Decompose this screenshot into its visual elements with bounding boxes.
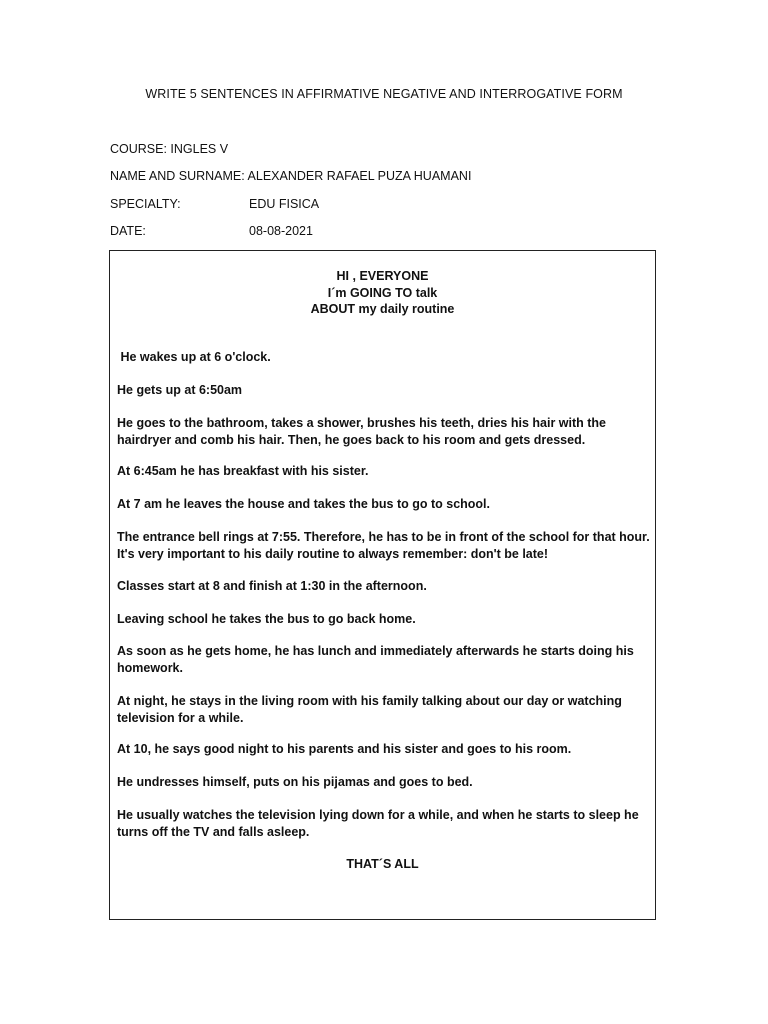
course-field: [110, 142, 228, 156]
intro-line: ABOUT my daily routine: [310, 302, 455, 316]
name-field: [110, 169, 471, 183]
routine-paragraph: As soon as he gets home, he has lunch and immediately afterwards he starts doing his homework.: [117, 644, 634, 675]
routine-paragraph: Leaving school he takes the bus to go back home.: [117, 612, 416, 626]
date-value: 08-08-2021: [249, 224, 313, 238]
closing-text: THAT´S ALL: [346, 857, 419, 871]
routine-paragraph: He goes to the bathroom, takes a shower, brushes his teeth, dries his hair with the hairdryer and comb his hair. Then, he goes back to his room and gets dressed.: [117, 416, 607, 447]
specialty-value: EDU FISICA: [249, 197, 320, 211]
routine-paragraph: The entrance bell rings at 7:55. Therefore, he has to be in front of the school for that hour. It's very important to his daily routine to always remember: don't be late!: [117, 530, 650, 561]
routine-paragraph: Classes start at 8 and finish at 1:30 in the afternoon.: [117, 579, 427, 593]
routine-paragraph: He usually watches the television lying down for a while, and when he starts to sleep he turns off the TV and falls asleep.: [117, 808, 639, 839]
date-field: [110, 224, 313, 238]
date-label: DATE:: [110, 224, 146, 238]
specialty-label: SPECIALTY:: [110, 197, 181, 211]
routine-paragraph: At 7 am he leaves the house and takes the bus to go to school.: [117, 497, 490, 511]
specialty-field: [110, 197, 320, 211]
routine-paragraph: At 10, he says good night to his parents and his sister and goes to his room.: [117, 742, 572, 756]
intro-line: HI , EVERYONE: [336, 269, 429, 283]
routine-paragraph: He wakes up at 6 o'clock.: [117, 350, 271, 364]
routine-paragraph: At night, he stays in the living room with his family talking about our day or watching television for a while.: [117, 694, 622, 725]
routine-paragraph: At 6:45am he has breakfast with his sister.: [117, 464, 369, 478]
course-label: COURSE: INGLES V: [110, 142, 229, 156]
intro-heading: [110, 268, 655, 318]
routine-text-box: [109, 250, 656, 920]
document-title: WRITE 5 SENTENCES IN AFFIRMATIVE NEGATIVE AND INTERROGATIVE FORM: [145, 87, 623, 101]
name-label: NAME AND SURNAME: ALEXANDER RAFAEL PUZA HUAMANI: [110, 169, 472, 183]
intro-line: I´m GOING TO talk: [327, 285, 438, 300]
routine-paragraph: He gets up at 6:50am: [117, 383, 243, 397]
routine-paragraph: He undresses himself, puts on his pijamas and goes to bed.: [117, 775, 473, 789]
